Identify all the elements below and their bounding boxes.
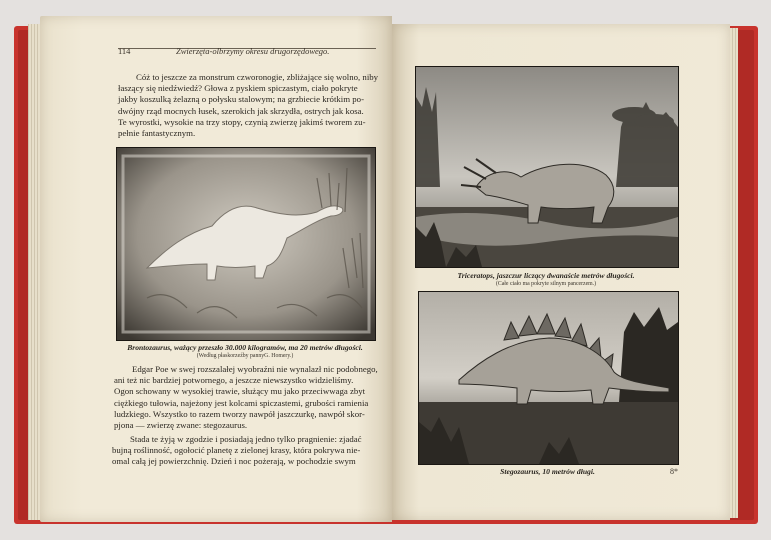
text-line: ludzkiego. Wszystko to razem tworzy nawpół jaszczurkę, nawpół skor-	[114, 408, 365, 419]
text-line: dwójny rząd mocnych łusek, szerokich jak skrzydła, ostrych jak kosa.	[118, 105, 364, 116]
text-line: ani też nic bardziej potwornego, a jeszcze niewszystko widzieliśmy.	[114, 375, 354, 386]
text-line: omal całą jej powierzchnię. Dzień i noc pożerają, w pochodzie swym	[112, 456, 356, 467]
text-line: Cóż to jeszcze za monstrum czworonogie, zbliżające się wolno, niby	[136, 72, 379, 82]
paragraph-3	[112, 434, 374, 468]
page-number: 114	[118, 46, 131, 56]
paragraph-2	[114, 364, 376, 431]
text-line: Edgar Poe w swej rozszalałej wyobraźni nie wynalazł nic podobnego,	[132, 364, 378, 374]
text-line: ciężkiego tułowia, najeżony jest kolcami spiczastemi, grubości ramienia	[114, 397, 369, 408]
signature-mark: 8*	[670, 467, 678, 476]
text-line: Te wyrostki, wysokie na trzy stopy, czynią zwierzę jakimś tworem zu-	[118, 116, 366, 127]
text-line: bujną roślinność, ogołocić planetę z zielonej krasy, która pokrywa nie-	[112, 445, 361, 456]
text-line: Stada te żyją w zgodzie i posiadają jedno tylko pragnienie: zjadać	[130, 434, 362, 444]
text-line: Ogon schowany w wysokiej trawie, służący mu jako przeciwwaga zbyt	[114, 386, 366, 397]
figure-caption: Brontozaurus, ważący przeszło 30.000 kilogramów, ma 20 metrów długości.	[127, 343, 363, 352]
paragraph-1	[118, 72, 379, 139]
figure-subcaption: (Według płaskorzeźby pannyG. Homery.)	[196, 353, 294, 359]
text-line: jakby koszulką żelazną o połysku stalowym; na grzbiecie krótkim po-	[118, 94, 364, 105]
triceratops-illustration	[415, 66, 679, 268]
text-line: łaszący się niedźwiedź? Głowa z pyskiem spiczastym, ciało pokryte	[118, 83, 358, 94]
figure1-subcaption: (Całe ciało ma pokryte silnym pancerzem.)	[495, 281, 597, 287]
stegosaurus-illustration	[418, 291, 679, 465]
text-line: pełnie fantastycznym.	[118, 127, 196, 138]
figure1-caption: Triceratops, jaszczur liczący dwanaście metrów długości.	[457, 271, 635, 280]
text-line: pjona — zwierzę zwane: stegozaurus.	[114, 419, 248, 430]
running-header	[118, 46, 376, 56]
figure2-caption: Stegozaurus, 10 metrów długi.	[500, 467, 595, 476]
running-title: Zwierzęta-olbrzymy okresu drugorzędowego.	[176, 46, 330, 56]
brontosaurus-illustration	[116, 147, 376, 341]
